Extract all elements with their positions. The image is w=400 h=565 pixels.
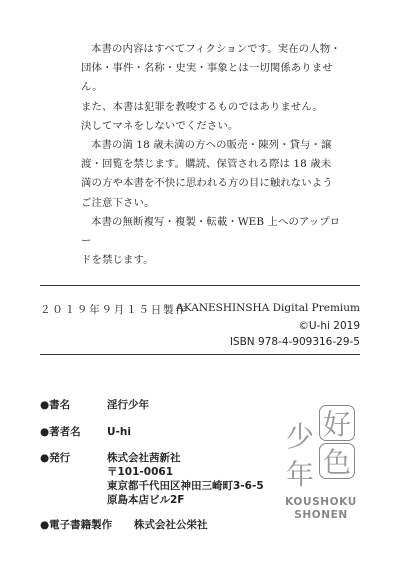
divider-top: [40, 285, 360, 286]
author-value: U-hi: [107, 426, 131, 438]
publisher-name: 株式会社茜新社: [107, 452, 181, 464]
logo-char: 好: [319, 405, 355, 441]
logo-char: 色: [319, 443, 355, 479]
logo-char: 年: [285, 458, 314, 491]
publisher-address-1: 東京都千代田区神田三崎町3-6-5: [107, 480, 264, 492]
notice-line: ご注意下さい。: [81, 196, 155, 209]
logo-romaji-1: KOUSHOKU: [285, 496, 357, 508]
divider-bottom: [40, 354, 360, 355]
brand-name: AKANESHINSHA Digital Premium: [176, 302, 360, 314]
author-label: ●著者名: [40, 426, 81, 438]
notice-line: 本書の満 18 歳未満の方への販売・陳列・貸与・譲: [91, 139, 332, 152]
notice-text: [81, 40, 341, 270]
copyright: ©U-hi 2019: [298, 320, 360, 332]
publisher-label: ●発行: [40, 452, 71, 464]
notice-line: 本書の内容はすべてフィクションです。実在の人物・: [91, 43, 341, 55]
notice-line: 満の方や本書を不快に思われる方の目に触れないよう: [81, 177, 333, 190]
publisher-postal: 〒101-0061: [107, 466, 173, 478]
logo-char: 少: [285, 420, 314, 453]
title-value: 淫行少年: [107, 399, 149, 411]
title-label: ●書名: [40, 399, 71, 411]
notice-line: 渡・回覧を禁じます。購読、保管される際は 18 歳未: [81, 158, 332, 171]
notice-line: 団体・事件・名称・史実・事象とは一切関係ありません。: [81, 62, 333, 94]
logo-romaji-2: SHONEN: [294, 509, 348, 521]
notice-line: 本書の無断複写・複製・転載・WEB 上へのアップロー: [81, 215, 341, 248]
notice-line: また、本書は犯罪を教唆するものではありません。: [81, 100, 323, 113]
publication-date: ２０１９年９月１５日製作: [40, 304, 188, 316]
notice-line: 決してマネをしないでください。: [81, 119, 239, 132]
ebook-label: ●電子書籍製作: [40, 519, 113, 531]
isbn: ISBN 978-4-909316-29-5: [229, 336, 360, 348]
publisher-address-2: 原島本店ビル2F: [107, 494, 185, 506]
koushoku-shonen-logo: [283, 405, 359, 532]
notice-line: ドを禁じます。: [81, 254, 154, 267]
ebook-value: 株式会社公栄社: [134, 519, 208, 531]
